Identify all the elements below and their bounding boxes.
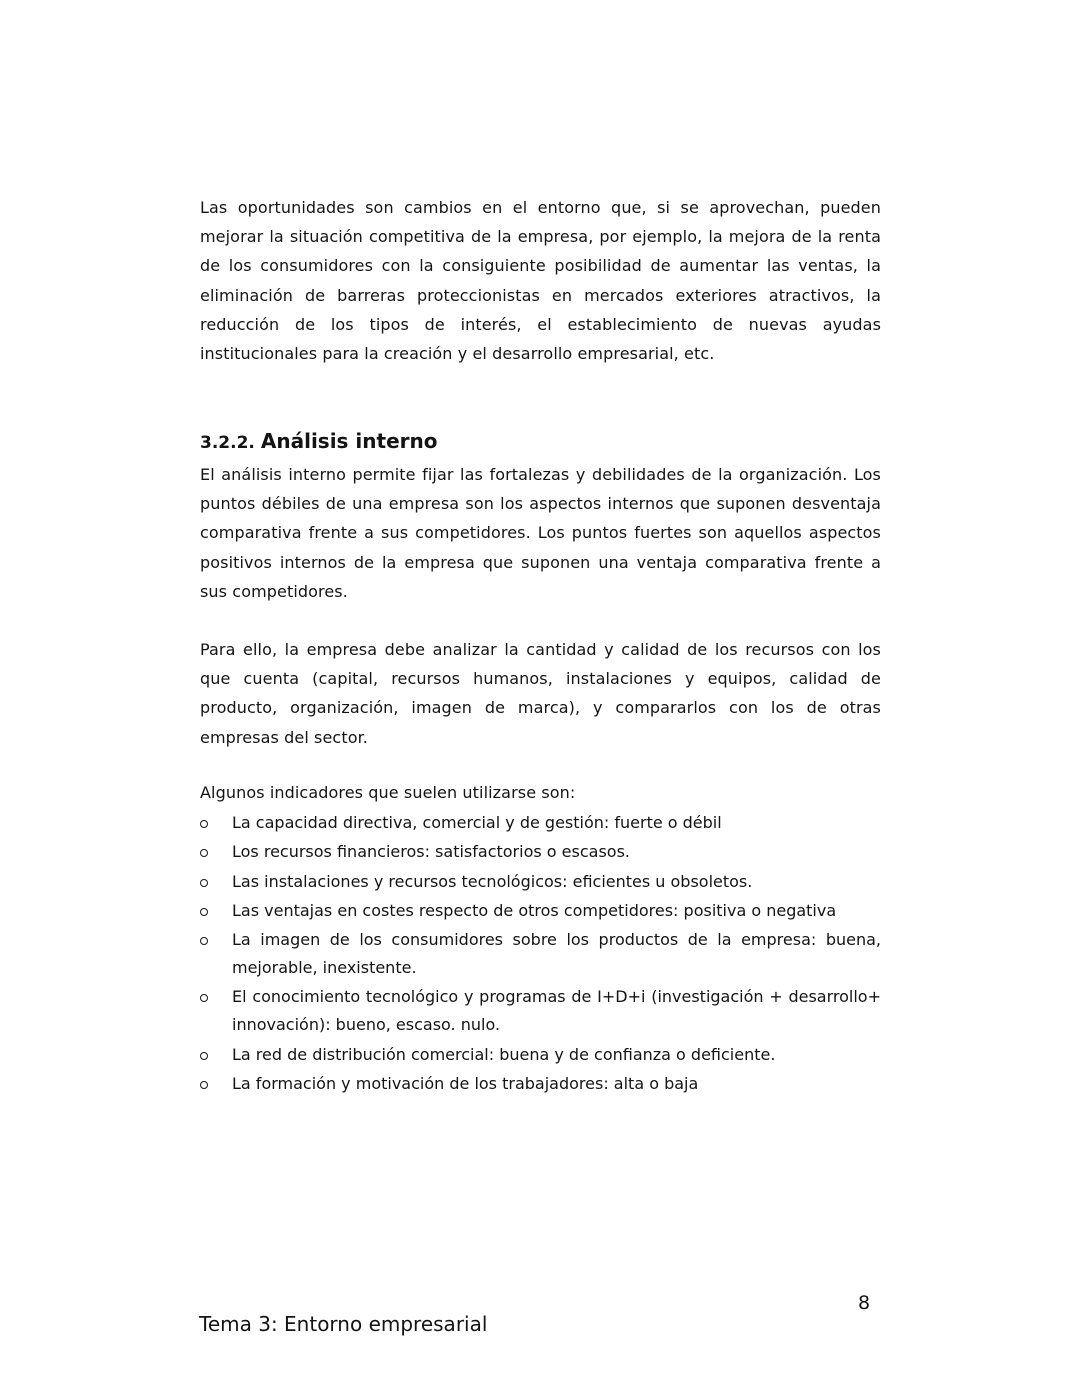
circle-bullet-icon xyxy=(200,908,208,916)
circle-bullet-icon xyxy=(200,1052,208,1060)
list-item: La red de distribución comercial: buena y de confianza o deficiente. xyxy=(200,1041,881,1069)
footer-chapter-title: Tema 3: Entorno empresarial xyxy=(199,1312,488,1336)
paragraph-indicadores-intro: Algunos indicadores que suelen utilizarse son: xyxy=(200,783,576,802)
list-item: Las instalaciones y recursos tecnológicos: eficientes u obsoletos. xyxy=(200,868,881,896)
paragraph-recursos: Para ello, la empresa debe analizar la cantidad y calidad de los recursos con los que cuenta (capital, recursos humanos, instalaciones y equipos, calidad de producto, organización, imagen de marca), y compararlos con los de otras empresas del sector. xyxy=(200,640,881,747)
list-item: La capacidad directiva, comercial y de gestión: fuerte o débil xyxy=(200,809,881,837)
list-item: La imagen de los consumidores sobre los productos de la empresa: buena, mejorable, inexistente. xyxy=(200,926,881,982)
circle-bullet-icon xyxy=(200,820,208,828)
circle-bullet-icon xyxy=(200,937,208,945)
list-item: Los recursos financieros: satisfactorios o escasos. xyxy=(200,838,881,866)
list-item: El conocimiento tecnológico y programas de I+D+i (investigación + desarrollo+ innovación): bueno, escaso. nulo. xyxy=(200,983,881,1039)
circle-bullet-icon xyxy=(200,994,208,1002)
section-heading xyxy=(200,426,438,454)
paragraph-oportunidades: Las oportunidades son cambios en el entorno que, si se aprovechan, pueden mejorar la situación competitiva de la empresa, por ejemplo, la mejora de la renta de los consumidores con la consiguiente posibilidad de aumentar las ventas, la eliminación de barreras proteccionistas en mercados exteriores atractivos, la reducción de los tipos de interés, el establecimiento de nuevas ayudas institucionales para la creación y el desarrollo empresarial, etc. xyxy=(200,198,881,364)
circle-bullet-icon xyxy=(200,849,208,857)
list-item: La formación y motivación de los trabajadores: alta o baja xyxy=(200,1070,881,1098)
circle-bullet-icon xyxy=(200,1081,208,1089)
section-number: 3.2.2. xyxy=(200,433,255,453)
page-number: 8 xyxy=(858,1292,871,1314)
list-item: Las ventajas en costes respecto de otros competidores: positiva o negativa xyxy=(200,897,881,925)
indicators-list xyxy=(200,809,881,1099)
section-title: Análisis interno xyxy=(260,429,438,453)
circle-bullet-icon xyxy=(200,879,208,887)
paragraph-analisis-intro: El análisis interno permite fijar las fortalezas y debilidades de la organización. Los puntos débiles de una empresa son los aspectos internos que suponen desventaja comparativa frente a sus competidores. Los puntos fuertes son aquellos aspectos positivos internos de la empresa que suponen una ventaja comparativa frente a sus competidores. xyxy=(200,465,881,601)
